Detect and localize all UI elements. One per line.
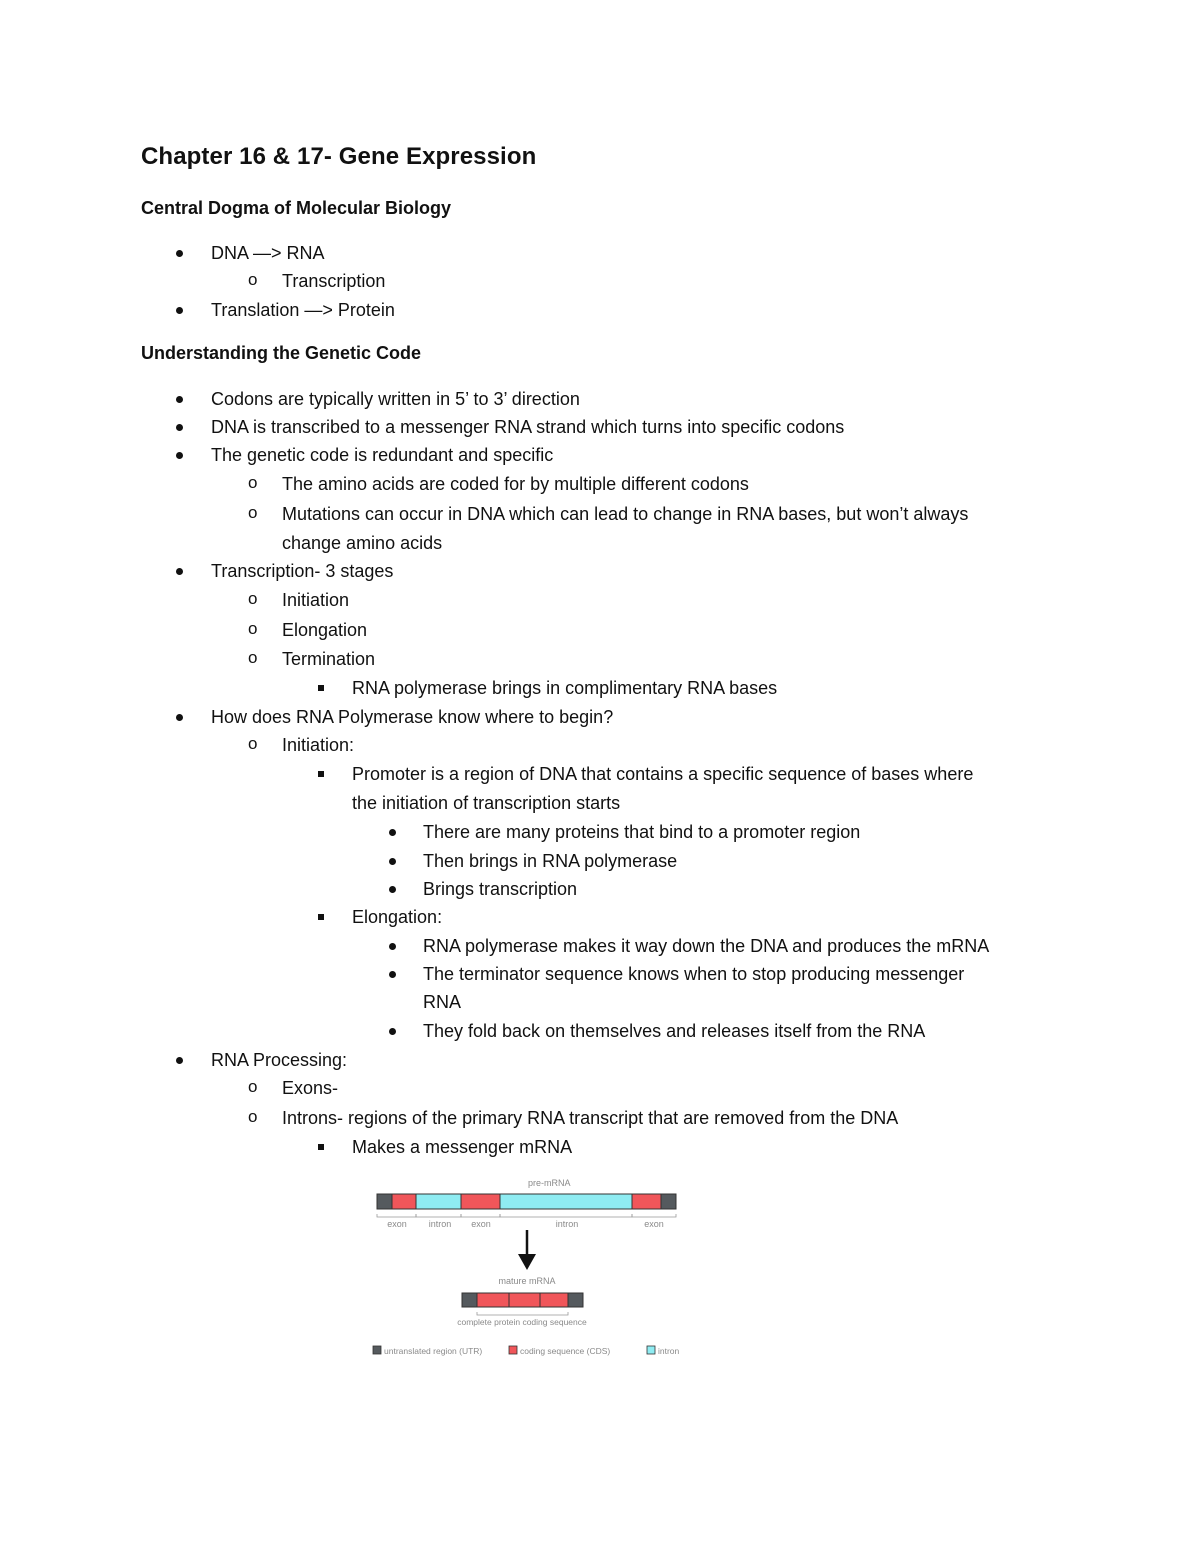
legend-swatch-utr — [373, 1346, 381, 1354]
list-item-text: The genetic code is redundant and specific — [211, 445, 554, 465]
list-item-text: The amino acids are coded for by multiple different codons — [282, 474, 749, 494]
mrna-splicing-diagram — [370, 1172, 700, 1362]
list-item-text: Promoter is a region of DNA that contains a specific sequence of bases where — [352, 764, 974, 784]
section-heading: Central Dogma of Molecular Biology — [141, 198, 452, 218]
intron-label-1: intron — [428, 1219, 452, 1229]
segment-labels — [387, 1219, 664, 1229]
list-item-text: The terminator sequence knows when to stop producing messenger — [423, 964, 965, 984]
bullet-square-icon — [318, 914, 324, 920]
list-item-text: DNA is transcribed to a messenger RNA strand which turns into specific codons — [211, 417, 845, 437]
bullet-dot-icon — [389, 1028, 396, 1035]
bullet-dot-icon — [176, 568, 183, 575]
pre-mrna-label: pre-mRNA — [528, 1178, 571, 1188]
bullet-dot-icon — [389, 886, 396, 893]
bullet-dot-icon — [389, 829, 396, 836]
list-item-text: Termination — [282, 649, 376, 669]
list-item-text: RNA polymerase makes it way down the DNA and produces the mRNA — [423, 936, 990, 956]
legend-label-utr: untranslated region (UTR) — [384, 1346, 483, 1356]
cds-label: complete protein coding sequence — [457, 1317, 587, 1327]
bullet-dot-icon — [176, 396, 183, 403]
list-item-text: Initiation — [282, 590, 350, 610]
utr-segment-left — [377, 1194, 392, 1209]
legend-label-cds: coding sequence (CDS) — [520, 1346, 611, 1356]
bullet-dot-icon — [176, 307, 183, 314]
segment-brackets — [377, 1214, 676, 1217]
mature-mrna-strand — [462, 1293, 583, 1307]
list-item-text: Initiation: — [282, 735, 355, 755]
list-item-text: RNA — [423, 992, 462, 1012]
bullet-dot-icon — [176, 424, 183, 431]
bullet-circle-icon: o — [248, 648, 258, 667]
bullet-circle-icon: o — [248, 619, 258, 638]
list-item-text: Translation —> Protein — [211, 300, 395, 320]
list-item-text: Transcription- 3 stages — [211, 561, 394, 581]
exon-segment-2 — [461, 1194, 500, 1209]
bullet-circle-icon: o — [248, 503, 258, 522]
list-item-text: Transcription — [282, 271, 386, 291]
list-item-text: Brings transcription — [423, 879, 578, 899]
list-item-text: They fold back on themselves and releases itself from the RNA — [423, 1021, 926, 1041]
list-item-text: the initiation of transcription starts — [352, 793, 621, 813]
bullet-circle-icon: o — [248, 270, 258, 289]
mature-mrna-label: mature mRNA — [498, 1276, 556, 1286]
down-arrow-icon — [518, 1230, 536, 1270]
legend-swatch-cds — [509, 1346, 517, 1354]
list-item-text: Introns- regions of the primary RNA transcript that are removed from the DNA — [282, 1108, 899, 1128]
figure-legend — [373, 1346, 680, 1356]
bullet-square-icon — [318, 771, 324, 777]
bullet-square-icon — [318, 1144, 324, 1150]
intron-label-2: intron — [555, 1219, 579, 1229]
cds-bracket — [477, 1312, 568, 1315]
pre-mrna-strand — [377, 1194, 676, 1209]
list-item-text: Elongation — [282, 620, 368, 640]
list-item-text: Exons- — [282, 1078, 339, 1098]
bullet-dot-icon — [176, 250, 183, 257]
page-title: Chapter 16 & 17- Gene Expression — [141, 143, 537, 170]
bullet-circle-icon: o — [248, 589, 258, 608]
bullet-dot-icon — [176, 452, 183, 459]
exon-label-1: exon — [387, 1219, 407, 1229]
bullet-circle-icon: o — [248, 473, 258, 492]
bullet-square-icon — [318, 685, 324, 691]
list-item-text: RNA polymerase brings in complimentary RNA bases — [352, 678, 778, 698]
bullet-dot-icon — [176, 714, 183, 721]
list-item-text: How does RNA Polymerase know where to begin? — [211, 707, 614, 727]
list-item-text: Then brings in RNA polymerase — [423, 851, 678, 871]
legend-swatch-intron — [647, 1346, 655, 1354]
list-item-text: change amino acids — [282, 533, 443, 553]
exon-segment-1 — [392, 1194, 416, 1209]
list-item-text: RNA Processing: — [211, 1050, 348, 1070]
bullet-circle-icon: o — [248, 1077, 258, 1096]
list-item-text: Codons are typically written in 5’ to 3’ direction — [211, 389, 580, 409]
legend-label-intron: intron — [658, 1346, 680, 1356]
section-heading: Understanding the Genetic Code — [141, 343, 422, 363]
list-item-text: DNA —> RNA — [211, 243, 325, 263]
bullet-circle-icon: o — [248, 734, 258, 753]
intron-segment-2 — [500, 1194, 632, 1209]
bullet-dot-icon — [389, 943, 396, 950]
exon-segment-3 — [632, 1194, 661, 1209]
bullet-dot-icon — [389, 858, 396, 865]
list-item-text: Makes a messenger mRNA — [352, 1137, 573, 1157]
list-item-text: Mutations can occur in DNA which can lead to change in RNA bases, but won’t always — [282, 504, 969, 524]
exon-label-3: exon — [644, 1219, 664, 1229]
bullet-dot-icon — [176, 1057, 183, 1064]
bullet-circle-icon: o — [248, 1107, 258, 1126]
list-item-text: Elongation: — [352, 907, 443, 927]
bullet-dot-icon — [389, 971, 396, 978]
utr-segment-right — [661, 1194, 676, 1209]
exon-label-2: exon — [471, 1219, 491, 1229]
intron-segment-1 — [416, 1194, 461, 1209]
list-item-text: There are many proteins that bind to a promoter region — [423, 822, 861, 842]
